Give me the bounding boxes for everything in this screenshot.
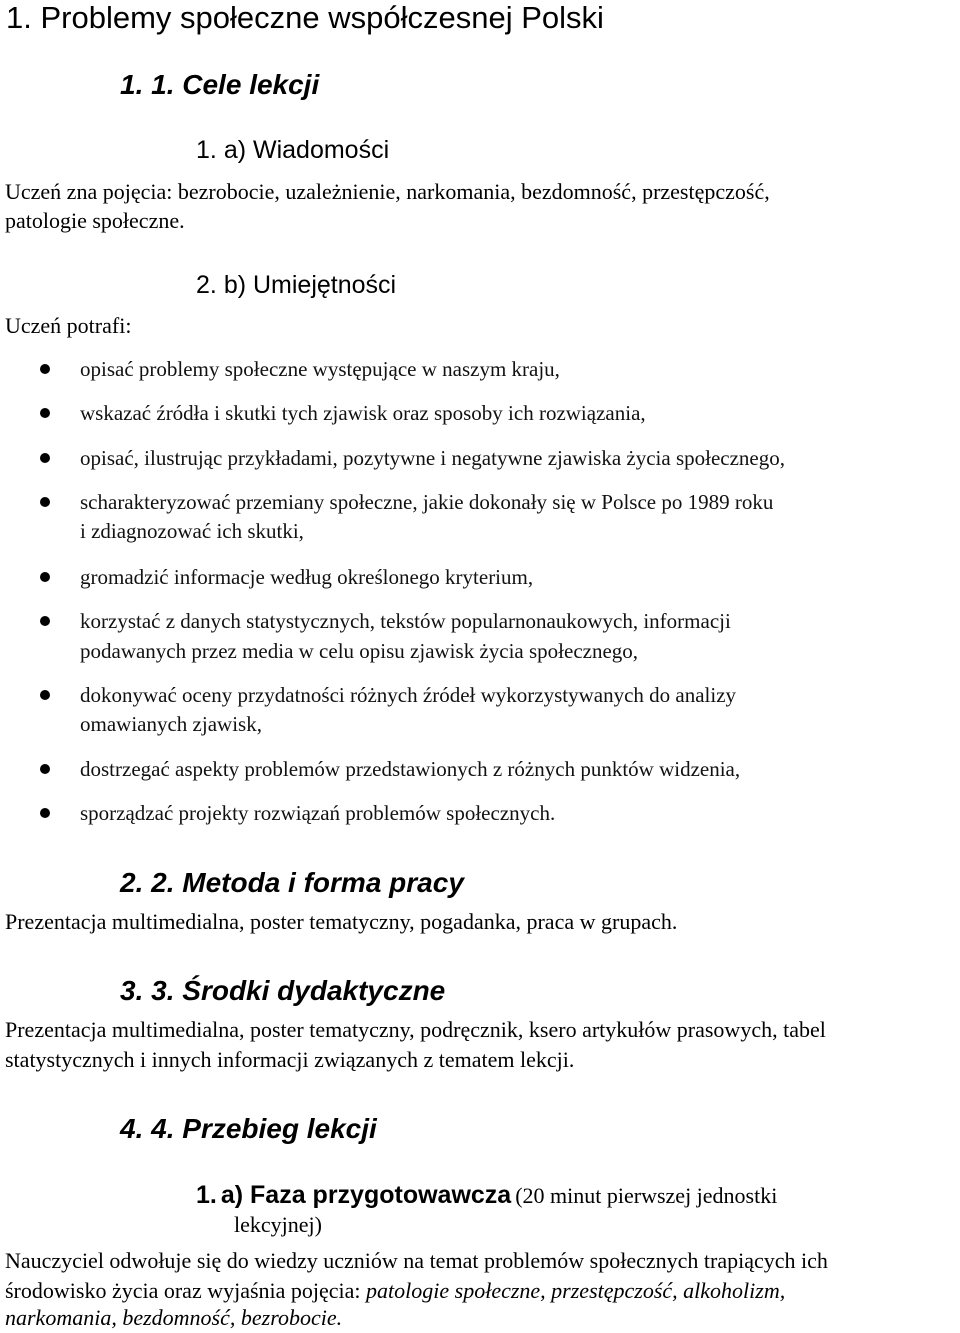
section-heading-lesson-flow [120,1112,377,1146]
subheading-number: 1. [196,1181,217,1209]
section-heading-goals [120,68,319,102]
lesson-paragraph-line [5,1276,785,1305]
list-item: dostrzegać aspekty problemów przedstawionych z różnych punktów widzenia, [80,757,741,781]
section-number: 1. 1. [120,69,175,100]
subheading-knowledge [196,135,389,165]
bullet-icon [40,572,50,582]
section-title: Przebieg lekcji [182,1113,377,1144]
list-item-continuation: i zdiagnozować ich skutki, [80,519,304,543]
subheading-note: (20 minut pierwszej jednostki [515,1183,778,1208]
lesson-paragraph-italic-line: narkomania, bezdomność, bezrobocie. [5,1305,343,1330]
list-item-continuation: omawianych zjawisk, [80,712,262,736]
lesson-paragraph-text: środowisko życia oraz wyjaśnia pojęcia: [5,1278,367,1303]
document-title: 1. Problemy społeczne współczesnej Polski [6,0,604,35]
subheading-skills [196,270,396,300]
section-title: Środki dydaktyczne [182,975,446,1006]
section-heading-method [120,866,464,900]
list-item: sporządzać projekty rozwiązań problemów społecznych. [80,801,556,825]
list-item: wskazać źródła i skutki tych zjawisk oraz sposoby ich rozwiązania, [80,401,646,425]
subheading-number: 2. [196,271,217,299]
knowledge-paragraph-line: Uczeń zna pojęcia: bezrobocie, uzależnienie, narkomania, bezdomność, przestępczość, [5,179,770,204]
bullet-icon [40,453,50,463]
subheading-title: a) Faza przygotowawcza [220,1181,512,1209]
list-item: gromadzić informacje według określonego kryterium, [80,565,534,589]
skills-intro: Uczeń potrafi: [5,313,132,338]
section-number: 3. 3. [120,975,175,1006]
section-heading-resources [120,974,445,1008]
subheading-title: b) Umiejętności [223,271,397,299]
bullet-icon [40,497,50,507]
list-item: korzystać z danych statystycznych, tekstów popularnonaukowych, informacji [80,609,731,633]
section-title: Cele lekcji [182,69,320,100]
section-number: 4. 4. [120,1113,175,1144]
subheading-title: a) Wiadomości [223,136,390,164]
list-item: dokonywać oceny przydatności różnych źródeł wykorzystywanych do analizy [80,683,737,707]
bullet-icon [40,764,50,774]
bullet-icon [40,616,50,626]
lesson-paragraph-italic: patologie społeczne, przestępczość, alkoholizm, [366,1278,786,1303]
section-number: 2. 2. [120,867,175,898]
bullet-icon [40,808,50,818]
list-item-continuation: podawanych przez media w celu opisu zjawisk życia społecznego, [80,639,639,663]
method-paragraph: Prezentacja multimedialna, poster tematyczny, pogadanka, praca w grupach. [5,909,678,934]
bullet-icon [40,364,50,374]
resources-paragraph-line: statystycznych i innych informacji związanych z tematem lekcji. [5,1047,575,1072]
list-item: opisać, ilustrując przykładami, pozytywne i negatywne zjawiska życia społecznego, [80,446,785,470]
subheading-note-continuation: lekcyjnej) [234,1212,322,1237]
list-item: scharakteryzować przemiany społeczne, jakie dokonały się w Polsce po 1989 roku [80,490,774,514]
subheading-number: 1. [196,136,217,164]
subheading-preparation-phase [196,1180,777,1210]
list-item: opisać problemy społeczne występujące w naszym kraju, [80,357,560,381]
section-title: Metoda i forma pracy [182,867,464,898]
bullet-icon [40,408,50,418]
resources-paragraph-line: Prezentacja multimedialna, poster tematyczny, podręcznik, ksero artykułów prasowych, tabel [5,1017,826,1042]
lesson-paragraph-line: Nauczyciel odwołuje się do wiedzy uczniów na temat problemów społecznych trapiących ich [5,1248,828,1273]
bullet-icon [40,690,50,700]
knowledge-paragraph-line: patologie społeczne. [5,208,185,233]
